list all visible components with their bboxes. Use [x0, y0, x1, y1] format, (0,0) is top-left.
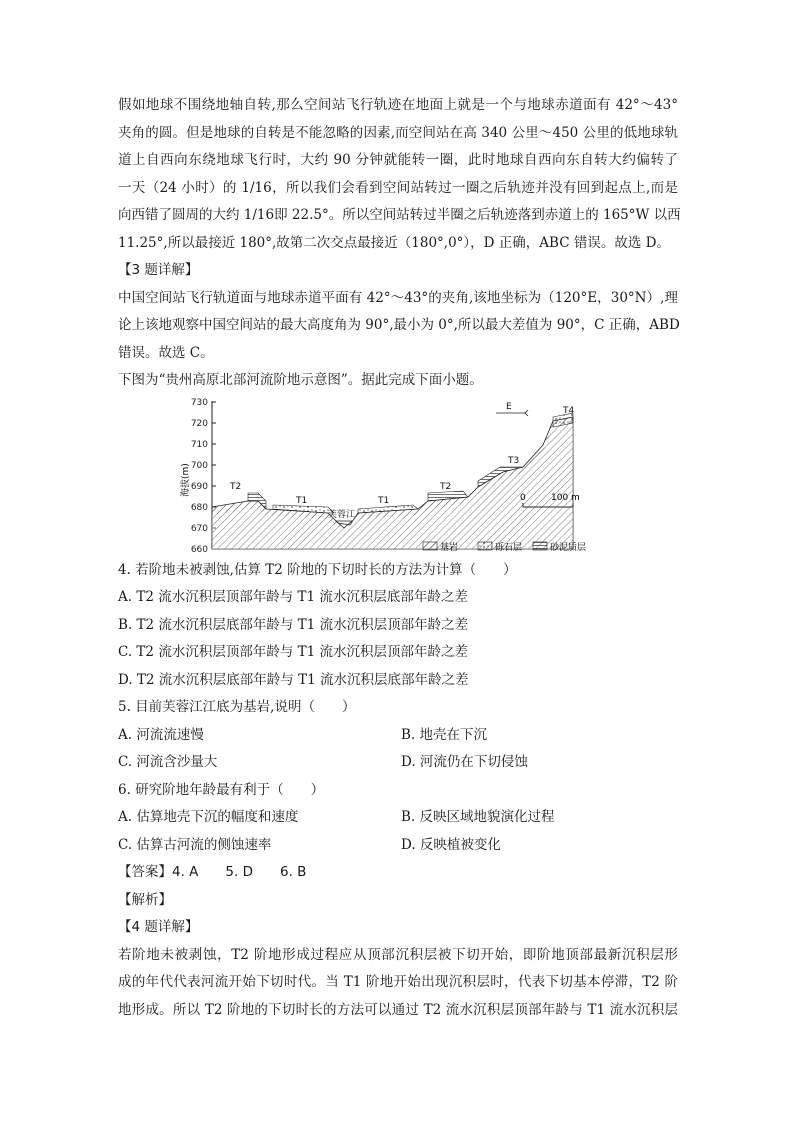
q6-option-a: A. 估算地壳下沉的幅度和速度 [118, 809, 299, 825]
q4-option-c: C. T2 流水沉积层顶部年龄与 T1 流水沉积层顶部年龄之差 [118, 644, 468, 660]
question-6 [118, 777, 678, 860]
label-T2-left: T2 [230, 481, 242, 492]
legend-gravel: 砾石层 [495, 542, 523, 553]
q5-option-a: A. 河流流速慢 [118, 726, 204, 743]
y-tick: 670 [190, 523, 208, 534]
paragraph-q2-explanation [118, 92, 681, 257]
river-terrace-figure [178, 397, 608, 557]
q5-option-c: C. 河流含沙量大 [118, 754, 218, 770]
label-T1-right: T1 [378, 495, 390, 506]
text-line: 向西错了圆周的大约 1/16即 22.5°。所以空间站转过半圈之后轨迹落到赤道上的 165°W 以西 [118, 207, 681, 223]
question-4 [118, 557, 678, 695]
text-line: 中国空间站飞行轨道面与地球赤道平面有 42°～43°的夹角,该地坐标为（120°E，30°N）,理 [118, 289, 678, 306]
text-line: 夹角的圆。但是地球的自转是不能忽略的因素,而空间站在高 340 公里～450 公里的低地球轨 [118, 124, 678, 141]
label-E: E [506, 401, 512, 412]
q4-option-d: D. T2 流水沉积层底部年龄与 T1 流水沉积层底部年龄之差 [118, 671, 469, 688]
q4-option-b: B. T2 流水沉积层底部年龄与 T1 流水沉积层顶部年龄之差 [118, 616, 469, 633]
y-tick: 720 [190, 418, 208, 429]
text-line: 若阶地未被剥蚀，T2 阶地形成过程应从顶部沉积层被下切开始，即阶地顶部最新沉积层形 [118, 946, 678, 963]
q5-option-d: D. 河流仍在下切侵蚀 [401, 754, 528, 770]
legend [423, 541, 586, 553]
q5-option-b: B. 地壳在下沉 [401, 726, 488, 743]
label-river: 芙蓉江 [328, 509, 356, 520]
y-axis-label: 海拔(m) [181, 462, 191, 497]
scale-zero: 0 [520, 492, 526, 503]
y-tick: 710 [190, 439, 208, 450]
q4-option-a: A. T2 流水沉积层顶部年龄与 T1 流水沉积层底部年龄之差 [118, 589, 468, 605]
text-line: 错误。故选 C。 [118, 344, 214, 361]
text-line: 成的年代代表河流开始下切时代。当 T1 阶地开始出现沉积层时，代表下切基本停滞，T2 阶 [118, 974, 678, 990]
question-5 [118, 694, 678, 777]
legend-sand: 砂泥质层 [550, 542, 587, 553]
text-line: 假如地球不围绕地轴自转,那么空间站飞行轨迹在地面上就是一个与地球赤道面有 42°～43° [118, 97, 678, 113]
label-T4: T4 [563, 405, 575, 416]
text-line: 11.25°,所以最接近 180°,故第二次交点最接近（180°,0°），D 正确，ABC 错误。故选 D。 [118, 234, 670, 251]
q6-option-c: C. 估算古河流的侧蚀速率 [118, 836, 272, 853]
figure-intro: 下图为“贵州高原北部河流阶地示意图”。据此完成下面小题。 [118, 372, 483, 388]
q6-option-d: D. 反映植被变化 [401, 836, 501, 853]
answer-line: 【答案】4. A 5. D 6. B [118, 864, 307, 880]
text-line: 道上自西向东绕地球飞行时，大约 90 分钟就能转一圈，此时地球自西向东自转大约偏转了 [118, 152, 678, 168]
q6-stem: 6. 研究阶地年龄最有利于（ ） [118, 781, 325, 798]
heading-q4: 【4 题详解】 [118, 919, 199, 935]
legend-bedrock: 基岩 [440, 542, 459, 553]
y-tick: 690 [190, 481, 208, 492]
label-T2-right: T2 [440, 481, 452, 492]
document-page [118, 92, 681, 1024]
text-line: 论上该地观察中国空间站的最大高度角为 90°,最小为 0°,所以最大差值为 90°，C 正确，ABD [118, 317, 680, 333]
label-T1-left: T1 [296, 495, 308, 506]
y-tick: 730 [190, 397, 208, 408]
river-terrace-diagram [178, 397, 608, 557]
analysis-heading: 【解析】 [118, 891, 172, 908]
heading-q3: 【3 题详解】 [118, 262, 199, 278]
q4-stem: 4. 若阶地未被剥蚀,估算 T2 阶地的下切时长的方法为计算（ ） [118, 561, 517, 578]
y-tick: 680 [190, 502, 208, 513]
y-tick: 660 [190, 544, 208, 555]
y-tick: 700 [190, 460, 208, 471]
text-line: 一天（24 小时）的 1/16，所以我们会看到空间站转过一圈之后轨迹并没有回到起点上,而是 [118, 179, 678, 196]
text-line: 地形成。所以 T2 阶地的下切时长的方法可以通过 T2 流水沉积层顶部年龄与 T1 流水沉积层 [118, 1001, 678, 1018]
paragraph-q3-explanation [118, 285, 678, 368]
scale-length: 100 m [551, 492, 580, 503]
q6-option-b: B. 反映区域地貌演化过程 [401, 809, 555, 825]
paragraph-q4-explanation [118, 942, 678, 1025]
q5-stem: 5. 目前芙蓉江江底为基岩,说明（ ） [118, 699, 356, 715]
label-T3: T3 [508, 455, 520, 466]
